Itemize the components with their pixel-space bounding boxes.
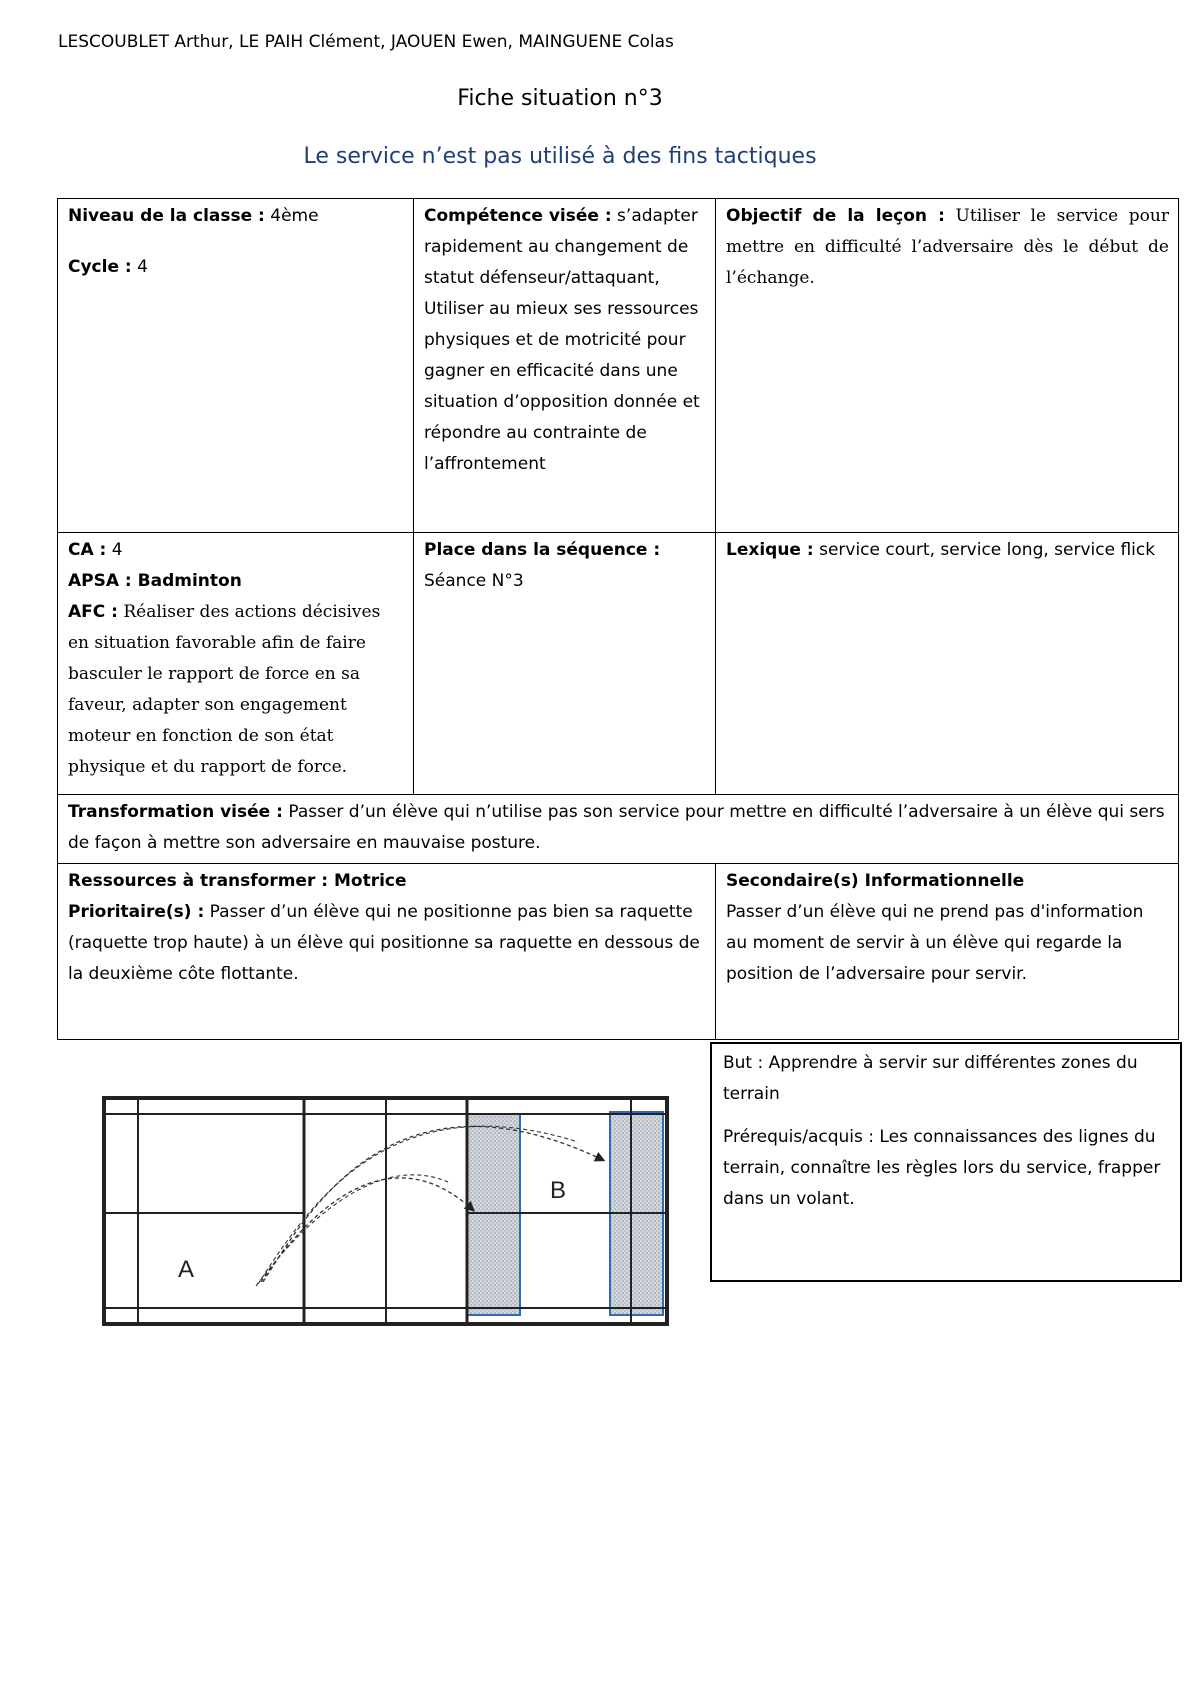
afc-value: Réaliser des actions décisives en situation favorable afin de faire basculer le rapport de force en sa faveur, adapter son engagement moteur en fonction de son état physique et du rapport de force. <box>68 602 381 777</box>
place-value: Séance N°3 <box>424 571 524 591</box>
cell-apsa <box>58 533 414 795</box>
prerequis-value: Les connaissances des lignes du terrain, connaître les règles lors du service, frapper dans un volant. <box>723 1127 1161 1209</box>
apsa-label: APSA : <box>68 571 132 591</box>
service-zone-short-bottom <box>467 1213 520 1315</box>
prioritaire-value: Passer d’un élève qui ne positionne pas bien sa raquette (raquette trop haute) à un élève qui positionne sa raquette en dessous de la deuxième côte flottante. <box>68 902 700 984</box>
lexique-value: service court, service long, service flick <box>813 540 1156 560</box>
service-zone-long-bottom <box>610 1213 663 1315</box>
cycle-value: 4 <box>131 257 148 277</box>
competence-label: Compétence visée : <box>424 206 612 226</box>
objectif-label: Objectif de la leçon : <box>726 206 945 226</box>
table-row <box>58 795 1179 864</box>
transformation-value: Passer d’un élève qui n’utilise pas son service pour mettre en difficulté l’adversaire à un élève qui sers de façon à mettre son adversaire en mauvaise posture. <box>68 802 1165 853</box>
page-subtitle: Le service n’est pas utilisé à des fins tactiques <box>303 144 817 169</box>
competence-value: s’adapter rapidement au changement de statut défenseur/attaquant, Utiliser au mieux ses ressources physiques et de motricité pour gagner en efficacité dans une situation d’opposition donnée et répondre au contrainte de l’affrontement <box>424 206 700 474</box>
cell-ressources <box>58 864 716 1040</box>
niveau-label: Niveau de la classe : <box>68 206 265 226</box>
badminton-court-diagram <box>98 1072 678 1342</box>
afc-label: AFC : <box>68 602 118 622</box>
service-zone-short-top <box>467 1114 520 1213</box>
cycle-label: Cycle : <box>68 257 132 277</box>
table-row <box>58 533 1179 795</box>
table-row <box>58 199 1179 533</box>
cell-place <box>414 533 716 795</box>
but-value: Apprendre à servir sur différentes zones du terrain <box>723 1053 1138 1104</box>
ca-label: CA : <box>68 540 107 560</box>
player-b-label: B <box>550 1177 567 1204</box>
place-label: Place dans la séquence : <box>424 540 661 560</box>
ressources-label: Ressources à transformer : Motrice <box>68 871 407 891</box>
trajectory-long-serve-2 <box>258 1126 578 1284</box>
cell-transformation <box>58 795 1179 864</box>
trajectory-short-serve <box>261 1178 473 1282</box>
niveau-value: 4ème <box>264 206 319 226</box>
cell-lexique <box>716 533 1179 795</box>
service-zone-long-top <box>610 1112 663 1213</box>
cell-secondaire <box>716 864 1179 1040</box>
page-title: Fiche situation n°3 <box>457 86 663 111</box>
lesson-table <box>57 198 1179 1040</box>
prerequis-label: Prérequis/acquis : <box>723 1127 875 1147</box>
apsa-value: Badminton <box>131 571 242 591</box>
lexique-label: Lexique : <box>726 540 814 560</box>
player-a-label: A <box>178 1256 195 1283</box>
cell-competence <box>414 199 716 533</box>
but-label: But : <box>723 1053 764 1073</box>
secondaire-label: Secondaire(s) Informationnelle <box>726 871 1025 891</box>
table-row <box>58 864 1179 1040</box>
cell-niveau <box>58 199 414 533</box>
secondaire-value: Passer d’un élève qui ne prend pas d'information au moment de servir à un élève qui regarde la position de l’adversaire pour servir. <box>726 902 1144 984</box>
objectif-value: Utiliser le service pour mettre en difficulté l’adversaire dès le début de l’échange. <box>726 206 1169 288</box>
trajectory-long-serve <box>263 1126 603 1282</box>
prioritaire-label: Prioritaire(s) : <box>68 902 205 922</box>
ca-value: 4 <box>106 540 123 560</box>
transformation-label: Transformation visée : <box>68 802 283 822</box>
goal-box <box>710 1042 1182 1282</box>
cell-objectif <box>716 199 1179 533</box>
authors-line: LESCOUBLET Arthur, LE PAIH Clément, JAOUEN Ewen, MAINGUENE Colas <box>58 32 674 52</box>
